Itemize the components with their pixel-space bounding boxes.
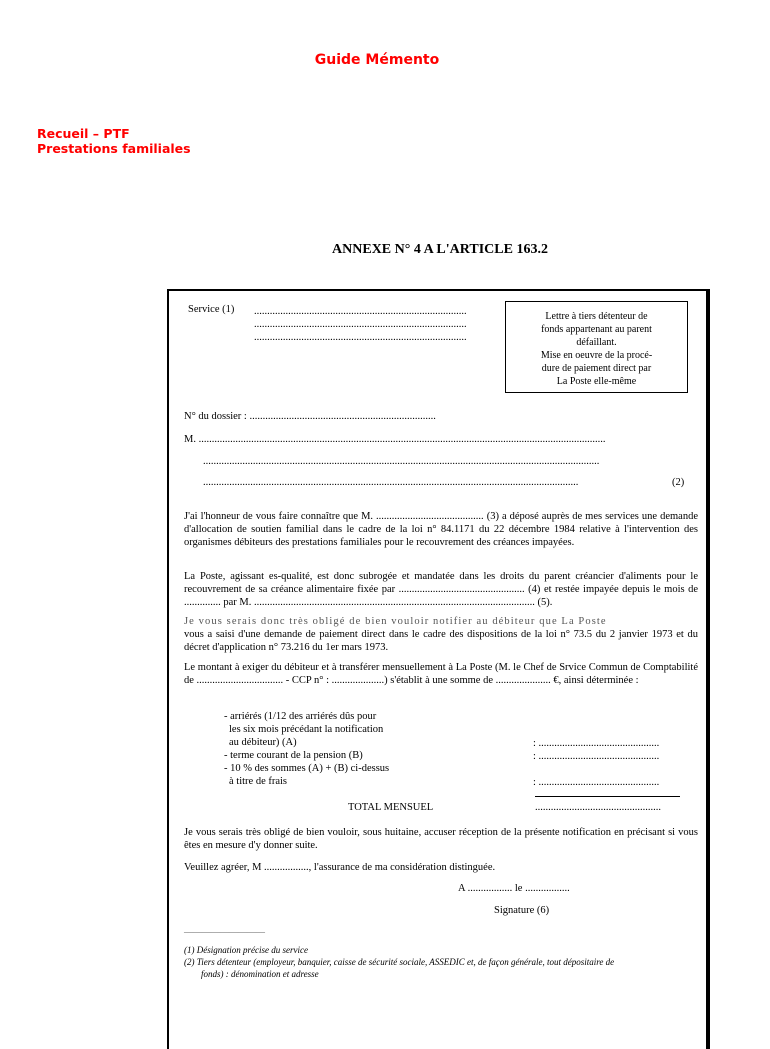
paragraph-5: Je vous serais très obligé de bien vouloir, sous huitaine, accuser réception de la présente notification en précisant si vous êtes en mesure d'y donner suite. xyxy=(184,827,698,851)
service-dots-2: ................................................................................. xyxy=(254,319,467,330)
section-line: Prestations familiales xyxy=(37,141,191,156)
guide-title: Guide Mémento xyxy=(314,52,440,68)
m-line-2: ....................................................................................................................................................... xyxy=(203,456,600,467)
service-label: Service (1) xyxy=(188,304,235,315)
box-line: La Poste elle-même xyxy=(556,376,637,387)
m-note: (2) xyxy=(672,477,685,488)
paragraph-3 xyxy=(184,615,698,654)
item-arrieres: - arriérés (1/12 des arriérés dûs pour xyxy=(224,711,377,722)
footnote-2: (2) Tiers détenteur (employeur, banquier, caisse de sécurité sociale, ASSEDIC et, de façon générale, tout dépositaire de xyxy=(184,957,615,967)
footnote-separator: ————————— xyxy=(184,927,265,937)
item-frais-2: à titre de frais xyxy=(229,776,288,787)
amount-a: : .............................................. xyxy=(533,738,660,749)
paragraph-1: J'ai l'honneur de vous faire connaître que M. ......................................... (3) a déposé auprès de mes services une demande d'allocation de soutien familial dans le cadre de la loi n° 84.1171 du 22 décembre 1984 relative à l'intervention des organismes débiteurs des prestations familiales pour le recouvrement des créances impayées. xyxy=(184,511,698,548)
total-label: TOTAL MENSUEL xyxy=(348,802,434,813)
item-terme: - terme courant de la pension (B) xyxy=(224,750,363,761)
item-arrieres-3: au débiteur) (A) xyxy=(229,737,297,748)
annex-title: ANNEXE N° 4 A L'ARTICLE 163.2 xyxy=(332,242,548,257)
footnote-1: (1) Désignation précise du service xyxy=(184,945,308,955)
paragraph-3-line-1: Je vous serais donc très obligé de bien vouloir notifier au débiteur que La Poste xyxy=(184,616,607,627)
recueil-heading xyxy=(37,126,191,156)
box-line: défaillant. xyxy=(576,337,617,348)
signature-label: Signature (6) xyxy=(494,905,550,916)
letter-purpose-box xyxy=(505,301,688,393)
box-line: Mise en oeuvre de la procé- xyxy=(540,350,653,361)
place-date: A ................. le ................. xyxy=(458,883,570,894)
box-line: dure de paiement direct par xyxy=(541,363,652,374)
recueil-line: Recueil – PTF xyxy=(37,126,130,141)
total-rule xyxy=(535,796,680,797)
total-dots: ................................................ xyxy=(535,802,661,813)
service-dots-1: ................................................................................. xyxy=(254,306,467,317)
closing-formula: Veuillez agréer, M ................., l'assurance de ma considération distinguée. xyxy=(184,862,496,873)
item-frais: - 10 % des sommes (A) + (B) ci-dessus xyxy=(224,763,390,774)
amount-b: : .............................................. xyxy=(533,751,660,762)
dossier-number: N° du dossier : ....................................................................... xyxy=(184,411,436,422)
paragraph-4: Le montant à exiger du débiteur et à transférer mensuellement à La Poste (M. le Chef de Srvice Commun de Comptabilité de ................................. - CCP n° : ....................) s'établit à une somme de ..................... €, ainsi déterminée : xyxy=(184,662,698,686)
service-dots-3: ................................................................................. xyxy=(254,332,467,343)
box-line: Lettre à tiers détenteur de xyxy=(545,311,648,322)
paragraph-3-rest: vous a saisi d'une demande de paiement direct dans le cadre des dispositions de la loi n° 73.5 du 2 janvier 1973 et du décret d'application n° 73.216 du 1er mars 1973. xyxy=(184,629,698,653)
m-line-3: ............................................................................................................................................... xyxy=(203,477,579,488)
box-line: fonds appartenant au parent xyxy=(541,324,652,335)
amount-frais: : .............................................. xyxy=(533,777,660,788)
footnote-2-continued: fonds) : dénomination et adresse xyxy=(201,969,319,979)
item-arrieres-2: les six mois précédant la notification xyxy=(229,724,384,735)
paragraph-2: La Poste, agissant es-qualité, est donc subrogée et mandatée dans les droits du parent créancier d'aliments pour le recouvrement de sa créance alimentaire fixée par ................................................ (4) et restée impayée depuis le mois de .............. par M. ........................................................................................................... (5). xyxy=(184,571,698,608)
m-line-1: M. ........................................................................................................................................................... xyxy=(184,434,606,445)
